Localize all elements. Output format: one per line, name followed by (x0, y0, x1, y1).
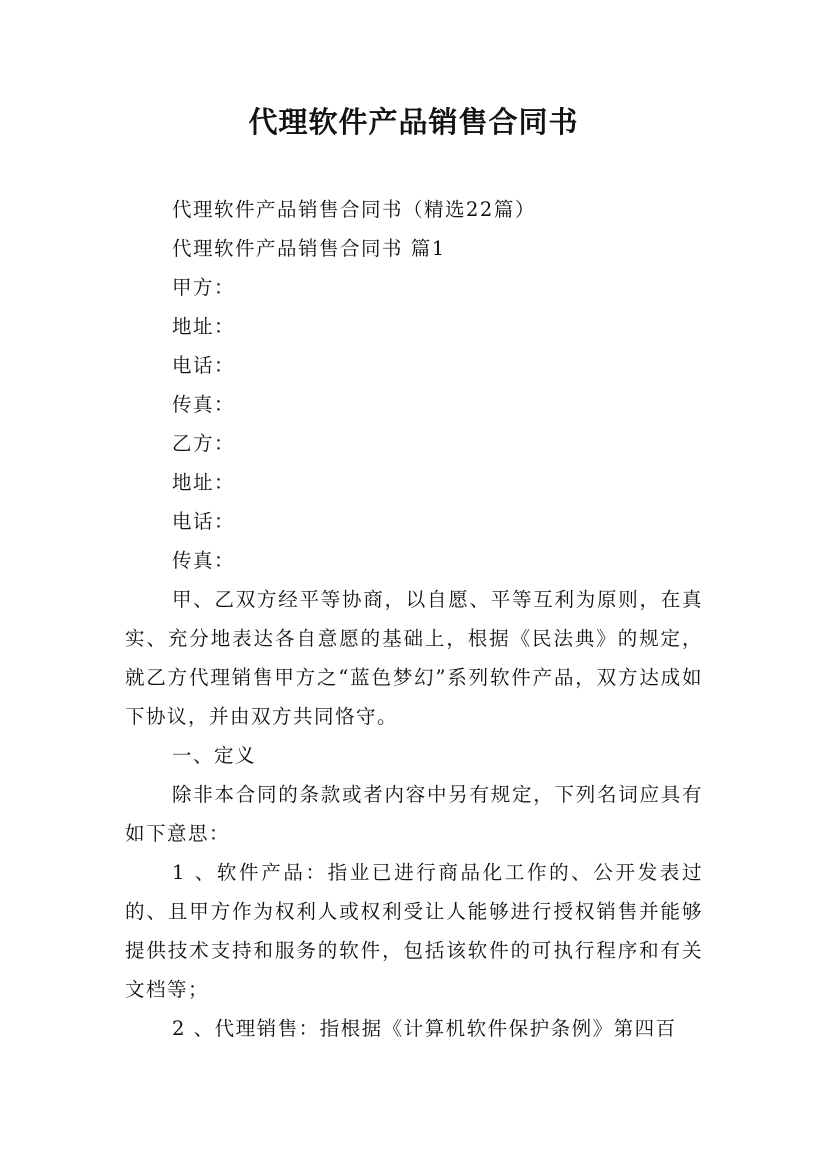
party-a-phone: 电话： (172, 354, 236, 377)
document-subtitle: 代理软件产品销售合同书（精选22篇） (172, 198, 536, 221)
party-a-address: 地址： (172, 315, 236, 338)
definition-1: 1 、软件产品：指业已进行商品化工作的、公开发表过的、且甲方作为权利人或权利受让人能够进行授权销售并能够提供技术支持和服务的软件，包括该软件的可执行程序和有关文档等； (125, 861, 703, 1001)
definitions-heading: 一、定义 (172, 744, 257, 767)
definitions-intro: 除非本合同的条款或者内容中另有规定，下列名词应具有如下意思： (125, 783, 703, 845)
intro-paragraph: 甲、乙双方经平等协商，以自愿、平等互利为原则，在真实、充分地表达各自意愿的基础上，根据《民法典》的规定，就乙方代理销售甲方之“蓝色梦幻”系列软件产品，双方达成如下协议，并由双方共同恪守。 (125, 588, 703, 728)
party-b-label: 乙方： (172, 432, 236, 455)
party-b-address: 地址： (172, 471, 236, 494)
party-b-phone: 电话： (172, 510, 236, 533)
section-heading: 代理软件产品销售合同书 篇1 (172, 237, 446, 260)
document-title: 代理软件产品销售合同书 (248, 105, 579, 139)
definition-2: 2 、代理销售：指根据《计算机软件保护条例》第四百 (172, 1017, 677, 1040)
party-a-fax: 传真： (172, 393, 236, 416)
party-b-fax: 传真： (172, 549, 236, 572)
document-body (125, 190, 703, 1048)
party-a-label: 甲方： (172, 276, 236, 299)
